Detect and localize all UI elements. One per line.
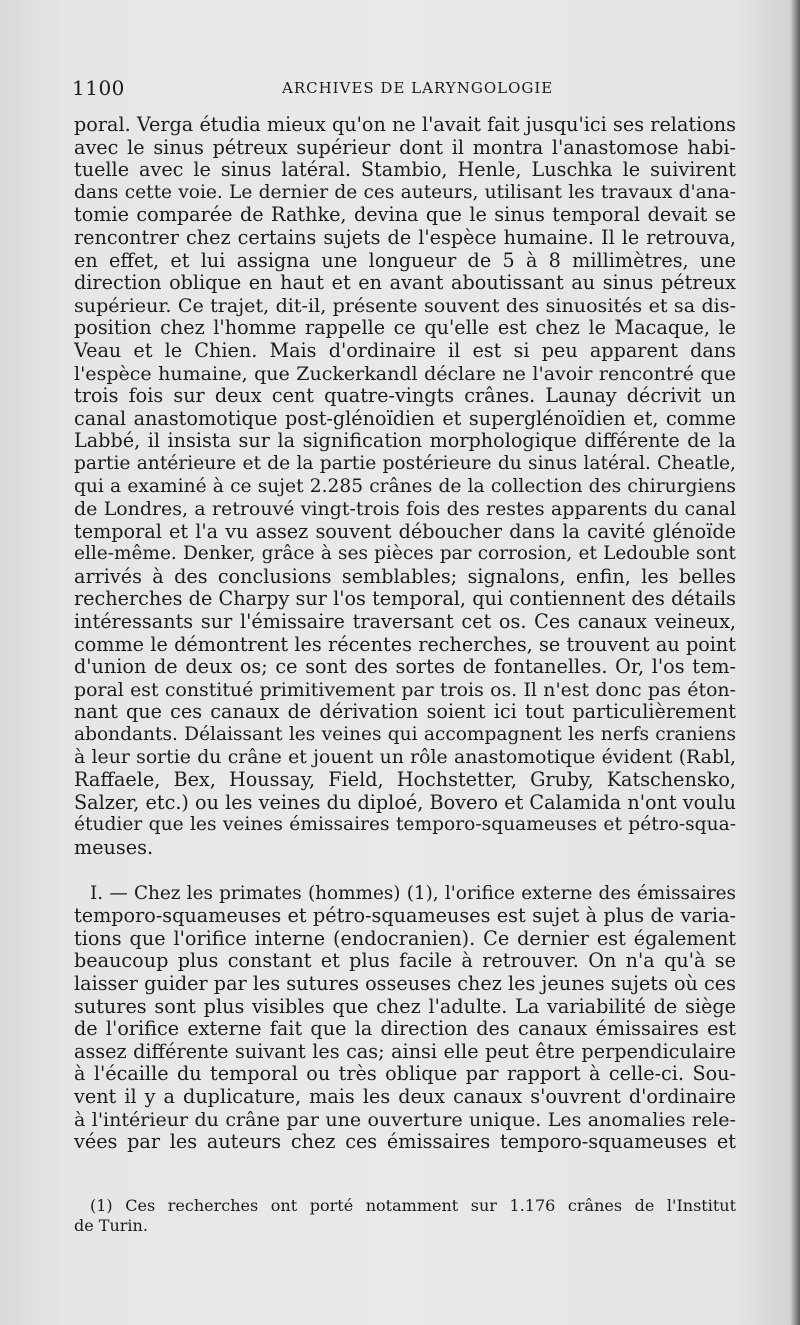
footnote-line: (1) Ces recherches ont porté notamment sur 1.176 crânes de l'Institut <box>90 1196 736 1215</box>
text-line: rencontrer chez certains sujets de l'espèce humaine. Il le retrouva, <box>74 225 736 249</box>
page-header <box>72 76 732 100</box>
text-line: vent il y a duplicature, mais les deux canaux s'ouvrent d'ordinaire <box>74 1084 736 1108</box>
text-line: de l'orifice externe fait que la direction des canaux émissaires est <box>74 1017 736 1041</box>
text-line: tions que l'orifice interne (endocranien). Ce dernier est également <box>74 926 736 950</box>
text-line: à l'écaille du temporal ou très oblique par rapport à celle-ci. Sou- <box>74 1062 736 1086</box>
text-line: laisser guider par les sutures osseuses chez les jeunes sujets où ces <box>74 971 736 995</box>
text-line: Labbé, il insista sur la signification morphologique différente de la <box>74 429 736 453</box>
text-line: beaucoup plus constant et plus facile à retrouver. On n'a qu'à se <box>74 949 736 973</box>
text-line: tomie comparée de Rathke, devina que le sinus temporal devait se <box>74 203 736 227</box>
text-line: temporo-squameuses et pétro-squameuses est sujet à plus de varia- <box>74 904 736 928</box>
text-line: meuses. <box>74 836 154 859</box>
text-line: partie antérieure et de la partie postérieure du sinus latéral. Cheatle, <box>74 452 736 474</box>
text-line: étudier que les veines émissaires temporo-squameuses et pétro-squa- <box>74 814 736 836</box>
text-line: position chez l'homme rappelle ce qu'elle est chez le Macaque, le <box>74 316 736 340</box>
paragraph-2 <box>74 883 736 1154</box>
text-line: temporal et l'a vu assez souvent déboucher dans la cavité glénoïde <box>74 519 736 543</box>
text-line: arrivés à des conclusions semblables; signalons, enfin, les belles <box>74 564 736 588</box>
text-line: nant que ces canaux de dérivation soient ici tout particulièrement <box>74 700 736 724</box>
text-line: canal anastomotique post-glénoïdien et superglénoïdien et, comme <box>74 406 736 430</box>
text-line: direction oblique en haut et en avant aboutissant au sinus pétreux <box>74 271 736 295</box>
paragraph-1 <box>74 114 736 860</box>
text-line: dans cette voie. Le dernier de ces auteurs, utilisant les travaux d'ana- <box>74 181 736 203</box>
text-line: intéressants sur l'émissaire traversant cet os. Ces canaux veineux, <box>74 610 736 634</box>
text-line: Veau et le Chien. Mais d'ordinaire il est si peu apparent dans <box>74 338 736 362</box>
text-line: l'espèce humaine, que Zuckerkandl déclare ne l'avoir rencontré que <box>74 362 736 385</box>
text-line: qui a examiné à ce sujet 2.285 crânes de la collection des chirurgiens <box>74 475 736 497</box>
text-line: en effet, et lui assigna une longueur de 5 à 8 millimètres, une <box>74 248 736 272</box>
text-line: vées par les auteurs chez ces émissaires temporo-squameuses et <box>74 1130 736 1154</box>
text-line: poral est constitué primitivement par trois os. Il n'est donc pas éton- <box>74 678 736 701</box>
text-line: sutures sont plus visibles que chez l'adulte. La variabilité de siège <box>74 994 736 1018</box>
page-edge-shadow <box>790 0 800 1325</box>
text-line: elle-même. Denker, grâce à ses pièces par corrosion, et Ledouble sont <box>74 543 736 565</box>
text-line: avec le sinus pétreux supérieur dont il montra l'anastomose habi- <box>74 135 736 159</box>
paragraph-spacer <box>74 860 736 883</box>
text-line: d'union de deux os; ce sont des sortes de fontanelles. Or, l'os tem- <box>74 655 736 679</box>
text-line: de Londres, a retrouvé vingt-trois fois des restes apparents du canal <box>74 498 736 521</box>
text-line: tuelle avec le sinus latéral. Stambio, Henle, Luschka le suivirent <box>74 158 736 182</box>
footnote <box>74 1196 736 1236</box>
text-line: abondants. Délaissant les veines qui accompagnent les nerfs craniens <box>74 724 736 746</box>
text-line: trois fois sur deux cent quatre-vingts crânes. Launay décrivit un <box>74 384 736 408</box>
text-line: recherches de Charpy sur l'os temporal, qui contiennent des détails <box>74 587 736 611</box>
page-number: 1100 <box>72 76 125 100</box>
body-text <box>74 114 736 1154</box>
text-line: assez différente suivant les cas; ainsi elle peut être perpendiculaire <box>74 1039 736 1063</box>
running-title: ARCHIVES DE LARYNGOLOGIE <box>282 79 554 97</box>
text-line: à leur sortie du crâne et jouent un rôle anastomotique évident (Rabl, <box>74 746 736 768</box>
text-line: comme le démontrent les récentes recherches, se trouvent au point <box>74 632 736 656</box>
text-line: poral. Verga étudia mieux qu'on ne l'avait fait jusqu'ici ses relations <box>74 113 736 136</box>
text-line: supérieur. Ce trajet, dit-il, présente souvent des sinuosités et sa dis- <box>74 294 736 317</box>
text-line: Salzer, etc.) ou les veines du diploé, Bovero et Calamida n'ont voulu <box>74 790 736 814</box>
text-line: Raffaele, Bex, Houssay, Field, Hochstetter, Gruby, Katschensko, <box>74 768 736 792</box>
text-line: I. — Chez les primates (hommes) (1), l'orifice externe des émissaires <box>90 882 736 904</box>
text-line: à l'intérieur du crâne par une ouverture unique. Les anomalies rele- <box>74 1108 736 1131</box>
footnote-line: de Turin. <box>74 1216 148 1235</box>
